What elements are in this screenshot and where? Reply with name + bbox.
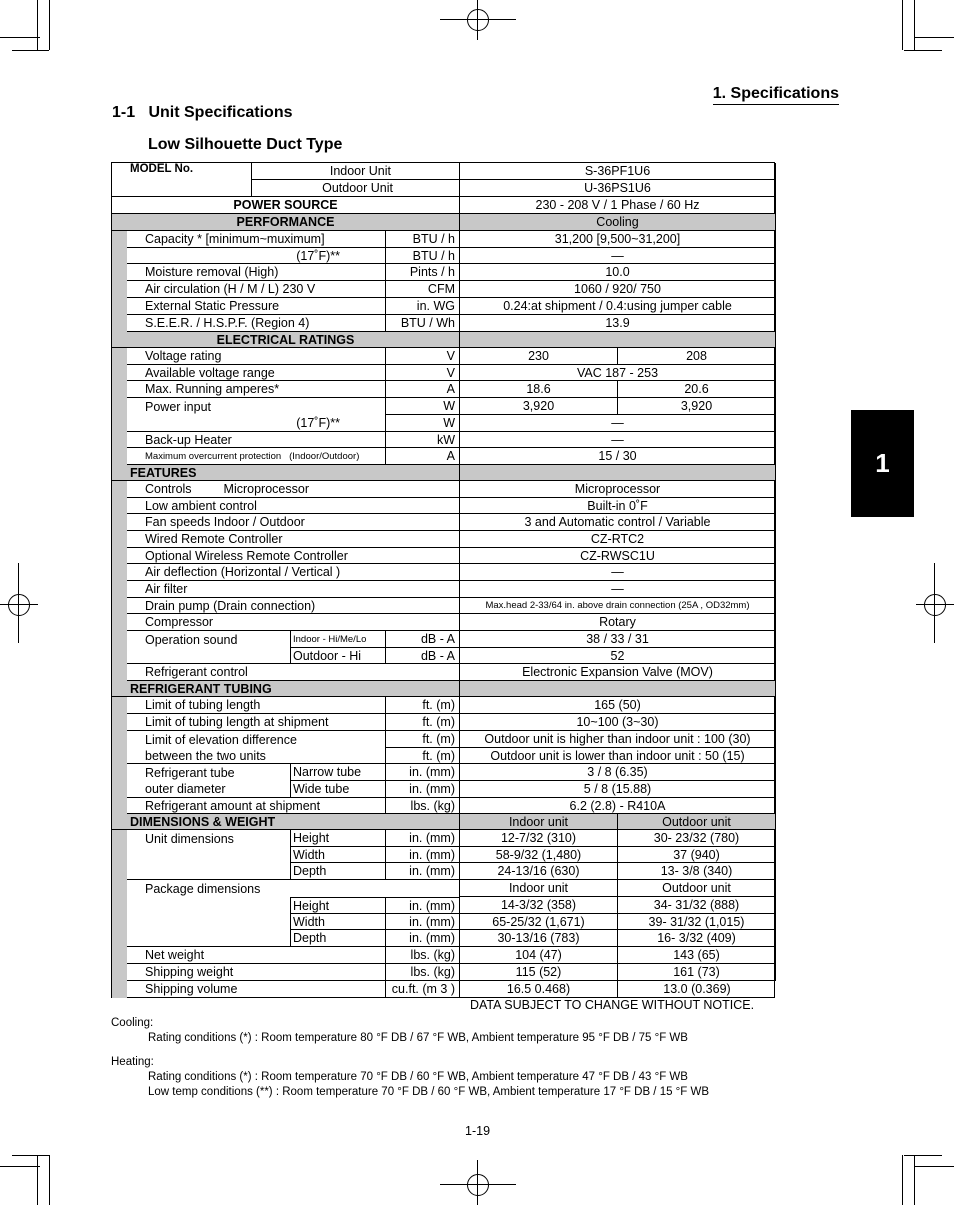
elevation-label: Limit of elevation difference xyxy=(127,731,386,748)
outer-diameter-label: outer diameter xyxy=(127,781,291,798)
esp-label: External Static Pressure xyxy=(127,298,386,315)
electrical-header: ELECTRICAL RATINGS xyxy=(112,332,460,348)
seer-label: S.E.E.R. / H.S.P.F. (Region 4) xyxy=(127,315,386,332)
overcurrent-value: 15 / 30 xyxy=(460,448,776,465)
package-dimensions-spacer xyxy=(127,897,291,947)
pkg-height-unit: in. (mm) xyxy=(386,897,460,914)
narrow-tube-label: Narrow tube xyxy=(291,764,386,781)
tube-length-label: Limit of tubing length xyxy=(127,697,386,714)
spec-table xyxy=(111,162,775,998)
refrigerant-control-label: Refrigerant control xyxy=(127,664,460,681)
air-filter-label: Air filter xyxy=(127,581,460,598)
tubing-header: REFRIGERANT TUBING xyxy=(112,681,460,697)
ship-volume-outdoor: 13.0 (0.369) xyxy=(663,982,731,996)
features-header-blank xyxy=(460,465,776,481)
overcurrent-unit: A xyxy=(386,448,460,465)
wireless-remote-value: CZ-RWSC1U xyxy=(460,548,776,564)
pkg-width-label: Width xyxy=(291,914,386,930)
voltage-230: 230 xyxy=(460,348,618,365)
controls-sublabel: Microprocessor xyxy=(223,482,309,496)
elevation-label-cont: between the two units xyxy=(127,748,386,764)
indoor-model: S-36PF1U6 xyxy=(460,163,776,180)
section-bar xyxy=(112,481,127,681)
footnote-heating-rating: Rating conditions (*) : Room temperature 70 °F DB / 60 °F WB, Ambient temperature 47 °F DB / 43 °F WB xyxy=(148,1071,688,1083)
unit-width-outdoor: 37 (940) xyxy=(618,847,776,863)
tube-shipment-value: 10~100 (3~30) xyxy=(460,714,776,731)
capacity-label: Capacity * [minimum~muximum] xyxy=(127,231,386,248)
net-weight-indoor: 104 (47) xyxy=(460,947,618,964)
pkg-col-outdoor: Outdoor unit xyxy=(618,880,776,897)
unit-width-indoor: 58-9/32 (1,480) xyxy=(460,847,618,863)
amperes-208: 20.6 xyxy=(618,381,776,398)
model-label: MODEL No. xyxy=(112,163,252,197)
ship-weight-unit: lbs. (kg) xyxy=(386,964,460,981)
power-input-230: 3,920 xyxy=(460,398,618,415)
pkg-height-indoor: 14-3/32 (358) xyxy=(460,897,618,914)
ship-weight-indoor: 115 (52) xyxy=(460,964,618,981)
amperes-unit: A xyxy=(386,381,460,398)
ref-tube-label: Refrigerant tube xyxy=(127,764,291,781)
unit-height-indoor: 12-7/32 (310) xyxy=(460,830,618,847)
low-ambient-value: Built-in 0˚F xyxy=(460,498,776,514)
sound-outdoor-value: 52 xyxy=(460,648,776,664)
controls-value: Microprocessor xyxy=(460,481,776,498)
ship-volume-label: Shipping volume xyxy=(127,981,386,997)
backup-heater-unit: kW xyxy=(386,432,460,448)
unit-height-unit: in. (mm) xyxy=(386,830,460,847)
capacity-17f-label: (17˚F)** xyxy=(127,248,386,264)
page-subtitle: Low Silhouette Duct Type xyxy=(148,136,343,153)
moisture-value: 10.0 xyxy=(460,264,776,281)
backup-heater-label: Back-up Heater xyxy=(127,432,386,448)
sound-indoor-unit: dB - A xyxy=(386,631,460,648)
page-title: 1-1 Unit Specifications xyxy=(112,104,293,121)
outdoor-unit-label: Outdoor Unit xyxy=(252,180,460,197)
net-weight-outdoor: 143 (65) xyxy=(618,947,776,964)
power-input-17f-value: — xyxy=(460,415,776,432)
air-circulation-unit: CFM xyxy=(386,281,460,298)
net-weight-label: Net weight xyxy=(127,947,386,964)
unit-height-outdoor: 30- 23/32 (780) xyxy=(618,830,776,847)
dim-col-indoor: Indoor unit xyxy=(460,814,618,830)
unit-depth-indoor: 24-13/16 (630) xyxy=(460,863,618,880)
dim-col-outdoor: Outdoor unit xyxy=(618,814,776,830)
fan-speeds-label: Fan speeds Indoor / Outdoor xyxy=(127,514,460,531)
unit-depth-label: Depth xyxy=(291,863,386,880)
tube-shipment-label: Limit of tubing length at shipment xyxy=(127,714,386,731)
section-bar xyxy=(112,830,127,998)
power-input-17f-label: (17˚F)** xyxy=(127,415,386,432)
drain-pump-value: Max.head 2-33/64 in. above drain connection (25A , OD32mm) xyxy=(460,598,776,614)
ref-amount-unit: lbs. (kg) xyxy=(386,798,460,814)
pkg-depth-unit: in. (mm) xyxy=(386,930,460,947)
capacity-value: 31,200 [9,500~31,200] xyxy=(460,231,776,248)
footnote-heating-title: Heating: xyxy=(111,1056,154,1068)
package-dimensions-label: Package dimensions xyxy=(127,880,460,897)
elevation-lower-value: Outdoor unit is lower than indoor unit : 50 (15) xyxy=(460,748,776,764)
air-filter-value: — xyxy=(460,581,776,598)
power-input-unit: W xyxy=(386,398,460,415)
pkg-depth-indoor: 30-13/16 (783) xyxy=(460,930,618,947)
pkg-width-unit: in. (mm) xyxy=(386,914,460,930)
pkg-width-outdoor: 39- 31/32 (1,015) xyxy=(618,914,776,930)
outdoor-model: U-36PS1U6 xyxy=(460,180,776,197)
dimensions-header: DIMENSIONS & WEIGHT xyxy=(112,814,460,830)
unit-depth-outdoor: 13- 3/8 (340) xyxy=(618,863,776,880)
esp-unit: in. WG xyxy=(386,298,460,315)
controls-row xyxy=(127,481,460,498)
overcurrent-label: Maximum overcurrent protection (Indoor/Outdoor) xyxy=(127,448,386,465)
footnote-cooling-rating: Rating conditions (*) : Room temperature 80 °F DB / 67 °F WB, Ambient temperature 95 °F DB / 75 °F WB xyxy=(148,1032,688,1044)
features-header: FEATURES xyxy=(112,465,460,481)
wired-remote-label: Wired Remote Controller xyxy=(127,531,460,548)
sound-indoor-value: 38 / 33 / 31 xyxy=(460,631,776,648)
section-header: 1. Specifications xyxy=(713,85,839,105)
performance-mode: Cooling xyxy=(460,214,776,231)
electrical-header-blank xyxy=(460,332,776,348)
avail-voltage-value: VAC 187 - 253 xyxy=(460,365,776,381)
section-bar xyxy=(112,348,127,465)
elevation-higher-value: Outdoor unit is higher than indoor unit : 100 (30) xyxy=(460,731,776,748)
pkg-height-label: Height xyxy=(291,897,386,914)
amperes-label: Max. Running amperes* xyxy=(127,381,386,398)
voltage-unit: V xyxy=(386,348,460,365)
air-deflection-value: — xyxy=(460,564,776,581)
tube-length-value: 165 (50) xyxy=(460,697,776,714)
footnote-cooling-title: Cooling: xyxy=(111,1017,154,1029)
capacity-17f-unit: BTU / h xyxy=(386,248,460,264)
power-input-208: 3,920 xyxy=(618,398,776,415)
unit-width-label: Width xyxy=(291,847,386,863)
air-circulation-label: Air circulation (H / M / L) 230 V xyxy=(127,281,386,298)
section-bar xyxy=(112,231,127,332)
pkg-depth-outdoor: 16- 3/32 (409) xyxy=(618,930,776,947)
drain-pump-label: Drain pump (Drain connection) xyxy=(127,598,460,614)
unit-dimensions-label: Unit dimensions xyxy=(127,830,291,880)
wireless-remote-label: Optional Wireless Remote Controller xyxy=(127,548,460,564)
indoor-unit-label: Indoor Unit xyxy=(252,163,460,180)
unit-width-unit: in. (mm) xyxy=(386,847,460,863)
moisture-unit: Pints / h xyxy=(386,264,460,281)
backup-heater-value: — xyxy=(460,432,776,448)
elevation-lower-unit: ft. (m) xyxy=(386,748,460,764)
refrigerant-control-value: Electronic Expansion Valve (MOV) xyxy=(460,664,776,681)
seer-unit: BTU / Wh xyxy=(386,315,460,332)
wide-tube-label: Wide tube xyxy=(291,781,386,798)
net-weight-unit: lbs. (kg) xyxy=(386,947,460,964)
performance-header: PERFORMANCE xyxy=(112,214,460,231)
capacity-17f-value: — xyxy=(460,248,776,264)
ref-amount-label: Refrigerant amount at shipment xyxy=(127,798,386,814)
amperes-230: 18.6 xyxy=(460,381,618,398)
power-source-value: 230 - 208 V / 1 Phase / 60 Hz xyxy=(460,197,776,214)
fan-speeds-value: 3 and Automatic control / Variable xyxy=(460,514,776,531)
compressor-value: Rotary xyxy=(460,614,776,631)
ship-weight-label: Shipping weight xyxy=(127,964,386,981)
avail-voltage-unit: V xyxy=(386,365,460,381)
unit-height-label: Height xyxy=(291,830,386,847)
ship-volume-unit: cu.ft. (m 3 ) xyxy=(386,981,460,997)
power-input-label: Power input xyxy=(127,398,386,415)
operation-sound-label: Operation sound xyxy=(127,631,291,664)
wired-remote-value: CZ-RTC2 xyxy=(460,531,776,548)
tube-length-unit: ft. (m) xyxy=(386,697,460,714)
ship-weight-outdoor: 161 (73) xyxy=(618,964,776,981)
sound-outdoor-label: Outdoor - Hi xyxy=(291,648,386,664)
seer-value: 13.9 xyxy=(460,315,776,332)
tubing-header-blank xyxy=(460,681,776,697)
controls-label: Controls xyxy=(145,482,192,496)
power-input-17f-unit: W xyxy=(386,415,460,432)
pkg-height-outdoor: 34- 31/32 (888) xyxy=(618,897,776,914)
ref-amount-value: 6.2 (2.8) - R410A xyxy=(460,798,776,814)
section-bar xyxy=(112,697,127,814)
esp-value: 0.24:at shipment / 0.4:using jumper cable xyxy=(460,298,776,315)
moisture-label: Moisture removal (High) xyxy=(127,264,386,281)
pkg-col-indoor: Indoor unit xyxy=(460,880,618,897)
ship-volume-indoor: 16.5 0.468) xyxy=(460,981,618,997)
wide-tube-unit: in. (mm) xyxy=(386,781,460,798)
narrow-tube-unit: in. (mm) xyxy=(386,764,460,781)
elevation-unit: ft. (m) xyxy=(386,731,460,748)
pkg-width-indoor: 65-25/32 (1,671) xyxy=(460,914,618,930)
pkg-depth-label: Depth xyxy=(291,930,386,947)
page-number: 1-19 xyxy=(465,1124,491,1138)
chapter-tab: 1 xyxy=(851,410,914,517)
air-deflection-label: Air deflection (Horizontal / Vertical ) xyxy=(127,564,460,581)
narrow-tube-value: 3 / 8 (6.35) xyxy=(460,764,776,781)
tube-shipment-unit: ft. (m) xyxy=(386,714,460,731)
avail-voltage-label: Available voltage range xyxy=(127,365,386,381)
compressor-label: Compressor xyxy=(127,614,460,631)
sound-outdoor-unit: dB - A xyxy=(386,648,460,664)
power-source-label: POWER SOURCE xyxy=(112,197,460,214)
capacity-unit: BTU / h xyxy=(386,231,460,248)
low-ambient-label: Low ambient control xyxy=(127,498,460,514)
footnote-heating-low: Low temp conditions (**) : Room temperature 70 °F DB / 60 °F WB, Ambient temperature 17 °F DB / 15 °F WB xyxy=(148,1086,710,1098)
change-notice: DATA SUBJECT TO CHANGE WITHOUT NOTICE. xyxy=(470,998,755,1012)
air-circulation-value: 1060 / 920/ 750 xyxy=(460,281,776,298)
sound-indoor-label: Indoor - Hi/Me/Lo xyxy=(291,631,386,648)
voltage-208: 208 xyxy=(618,348,776,365)
voltage-label: Voltage rating xyxy=(127,348,386,365)
wide-tube-value: 5 / 8 (15.88) xyxy=(460,781,776,798)
unit-depth-unit: in. (mm) xyxy=(386,863,460,880)
